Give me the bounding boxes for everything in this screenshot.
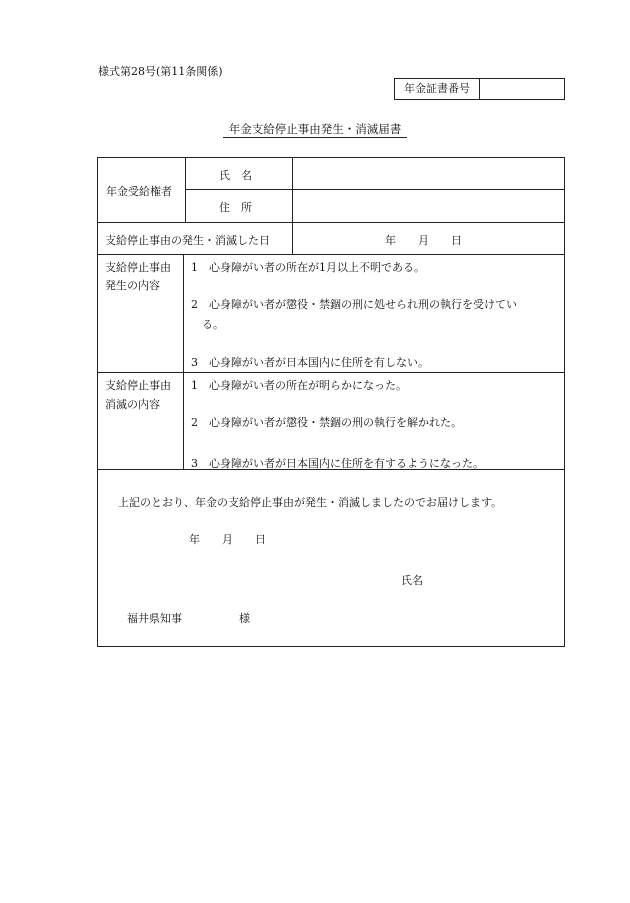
declaration-text: 上記のとおり、年金の支給停止事由が発生・消滅しましたのでお届けします。 (118, 496, 503, 509)
extinction-label-line1: 支給停止事由 (105, 379, 171, 392)
occurrence-item-3[interactable]: 3 心身障がい者が日本国内に住所を有しない。 (191, 356, 429, 369)
signature-field[interactable] (428, 568, 548, 588)
occurrence-label-line1: 支給停止事由 (105, 261, 171, 274)
form-number: 様式第28号(第11条関係) (98, 65, 223, 78)
honorific: 様 (239, 612, 250, 625)
occurrence-label-line2: 発生の内容 (105, 279, 160, 292)
rule-date-bottom (98, 254, 564, 255)
rule-value-divider (292, 158, 293, 254)
extinction-item-3[interactable]: 3 心身障がい者が日本国内に住所を有するようになった。 (191, 457, 484, 470)
occurrence-item-1[interactable]: 1 心身障がい者の所在が1月以上不明である。 (191, 261, 425, 274)
form-table (97, 157, 565, 647)
extinction-label-line2: 消滅の内容 (105, 398, 160, 411)
date-row-label: 支給停止事由の発生・消滅した日 (105, 234, 270, 247)
certificate-number-field[interactable] (480, 79, 564, 99)
address-label: 住 所 (219, 201, 252, 214)
extinction-item-2[interactable]: 2 心身障がい者が懲役・禁錮の刑の執行を解かれた。 (191, 416, 462, 429)
name-label: 氏 名 (219, 169, 252, 182)
name-field[interactable] (294, 159, 562, 188)
rule-recipient-divider (185, 158, 186, 222)
rule-name-address (185, 189, 564, 190)
signature-label: 氏名 (401, 574, 423, 587)
date-field[interactable]: 年 月 日 (385, 234, 462, 247)
certificate-number-label: 年金証書番号 (395, 79, 480, 99)
occurrence-item-2-cont: る。 (202, 318, 224, 331)
address-field[interactable] (294, 191, 562, 220)
extinction-item-1[interactable]: 1 心身障がい者の所在が明らかになった。 (191, 379, 407, 392)
rule-recipient-bottom (98, 222, 564, 223)
document-title-text: 年金支給停止事由発生・消滅届書 (223, 122, 408, 138)
rule-occurrence-bottom (98, 372, 564, 373)
rule-content-divider (183, 254, 184, 469)
occurrence-item-2[interactable]: 2 心身障がい者が懲役・禁錮の刑に処せられ刑の執行を受けてい (191, 298, 517, 311)
recipient-label: 年金受給権者 (106, 185, 172, 198)
certificate-number-box (394, 78, 565, 100)
submit-date[interactable]: 年 月 日 (189, 533, 266, 546)
addressee: 福井県知事 (127, 612, 182, 625)
document-title (0, 121, 630, 137)
